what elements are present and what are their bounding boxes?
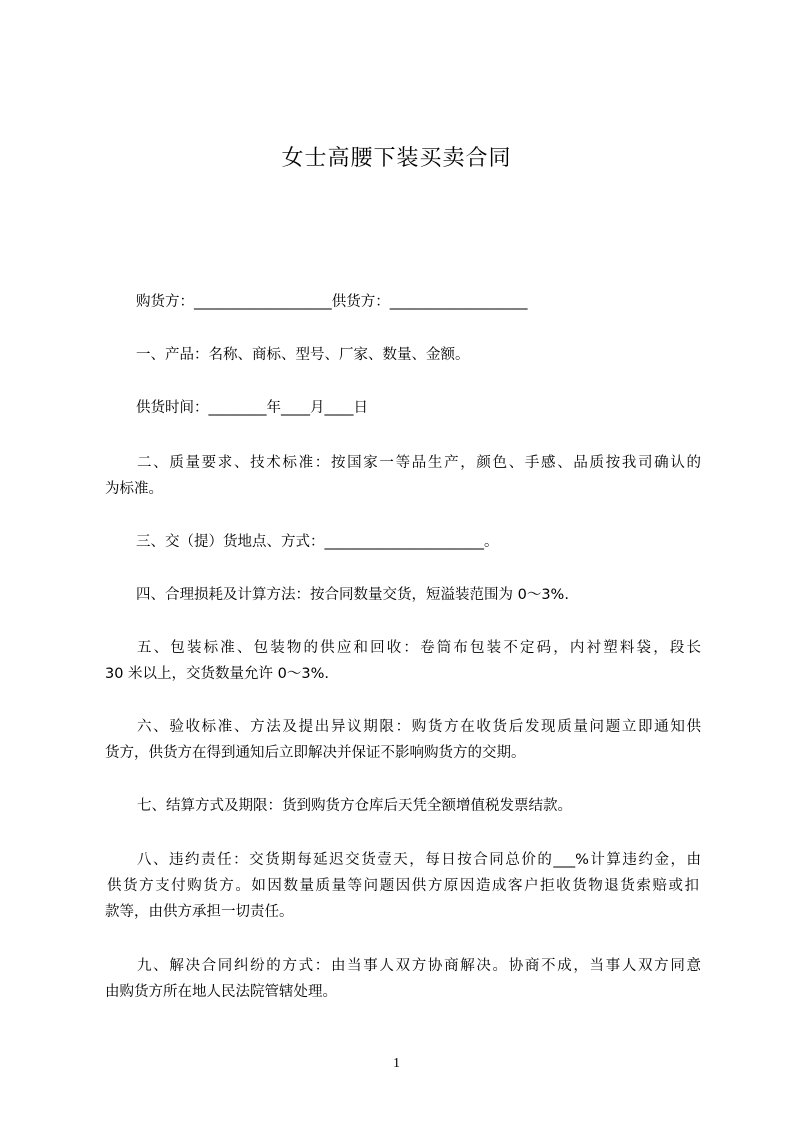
delivery-time: 供货时间：________年____月____日 (136, 400, 368, 416)
clause-6-line-2: 货方，供货方在得到通知后立即解决并保证不影响购货方的交期。 (105, 745, 526, 761)
clause-3: 三、交（提）货地点、方式：______________________。 (136, 534, 499, 550)
parties-line: 购货方：___________________供货方：___________________ (136, 294, 528, 310)
clause-7: 七、结算方式及期限：货到购货方仓库后天凭全额增值税发票结款。 (137, 798, 572, 814)
page-number: 1 (393, 1056, 400, 1071)
clause-2-line-2: 为标准。 (105, 481, 163, 497)
clause-9-line-2: 由购货方所在地人民法院管辖处理。 (105, 984, 337, 1000)
clause-5-line-2: 30 米以上，交货数量允许 0～3%. (105, 666, 330, 682)
document-title: 女士高腰下装买卖合同 (281, 146, 512, 171)
clause-6-line-1: 六、验收标准、方法及提出异议期限：购货方在收货后发现质量问题立即通知供 (137, 719, 701, 735)
clause-5-line-1: 五、包装标准、包装物的供应和回收：卷筒布包装不定码，内衬塑料袋，段长 (137, 640, 701, 656)
clause-8-line-1: 八、违约责任：交货期每延迟交货壹天，每日按合同总价的___%计算违约金，由 (137, 852, 701, 868)
clause-2-line-1: 二、质量要求、技术标准：按国家一等品生产，颜色、手感、品质按我司确认的 (137, 455, 701, 471)
clause-8-line-3: 款等，由供方承担一切责任。 (105, 904, 294, 920)
clause-4: 四、合理损耗及计算方法：按合同数量交货，短溢装范围为 0～3%. (136, 587, 569, 603)
clause-8-line-2: 供货方支付购货方。如因数量质量等问题因供方原因造成客户拒收货物退货索赔或扣 (107, 878, 699, 894)
clause-1: 一、产品：名称、商标、型号、厂家、数量、金额。 (136, 347, 470, 363)
clause-9-line-1: 九、解决合同纠纷的方式：由当事人双方协商解决。协商不成，当事人双方同意 (137, 958, 701, 974)
